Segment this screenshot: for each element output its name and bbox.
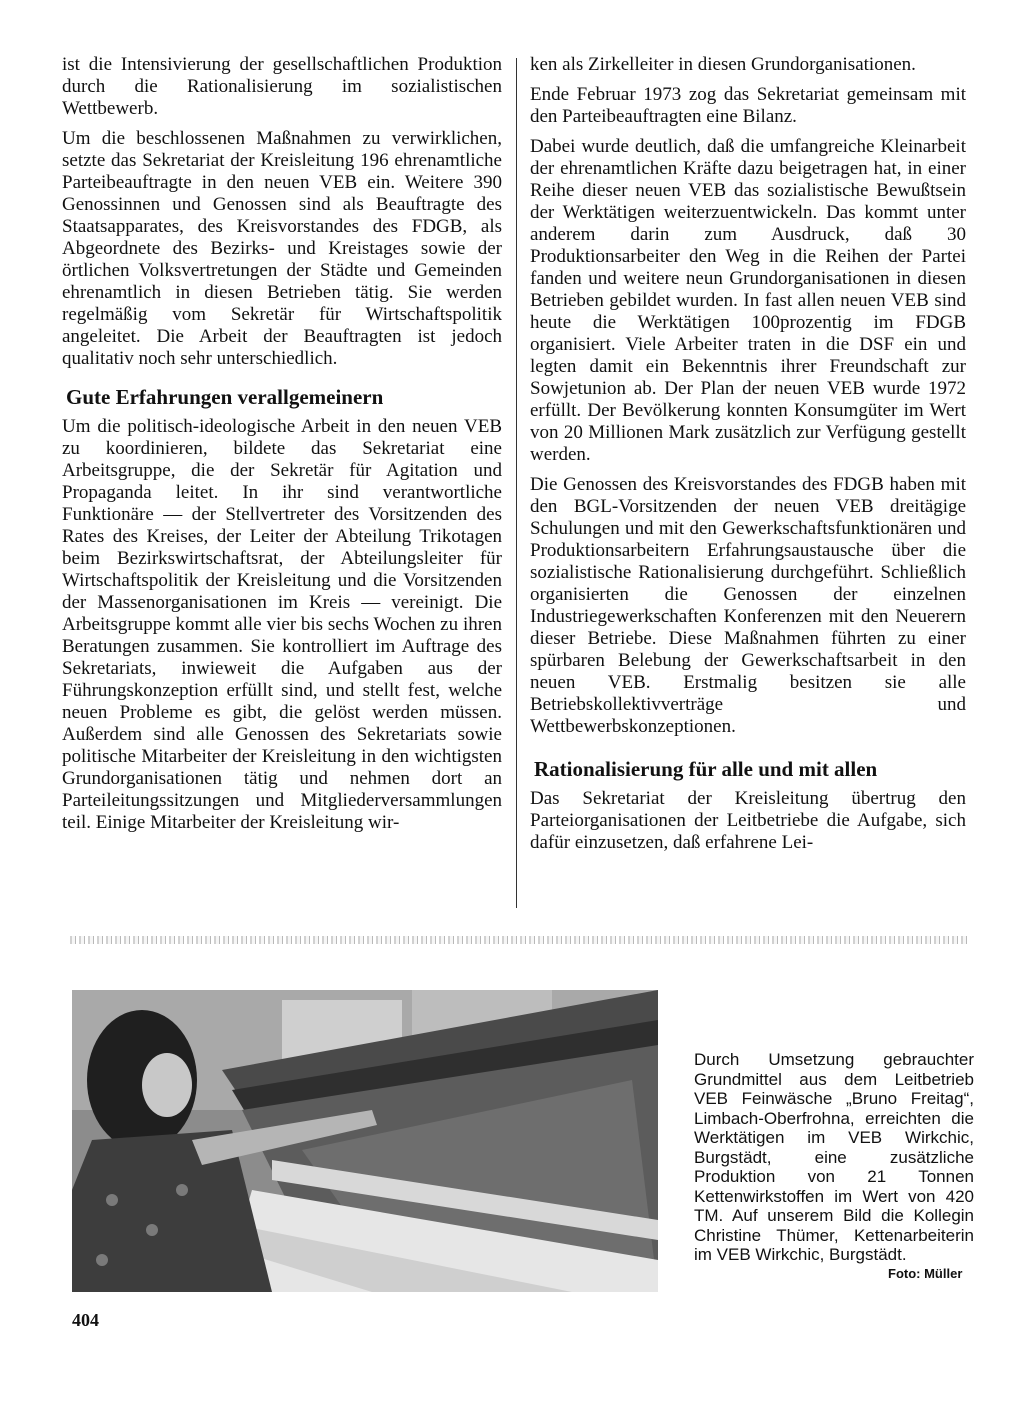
photo <box>72 990 658 1292</box>
photo-caption: Durch Umsetzung gebrauchter Grundmittel aus dem Leitbetrieb VEB Feinwäsche „Bruno Freitag“, Limbach-Oberfrohna, erreichten die Werktätigen im VEB Wirkchic, Burgstädt, eine zusätzliche Produktion von 21 Tonnen Kettenwirkstoffen im Wert von 420 TM. Auf unserem Bild die Kollegin Christine Thümer, Kettenarbeiterin im VEB Wirkchic, Burgstädt. <box>694 1050 974 1264</box>
photo-illustration <box>72 990 658 1292</box>
decorative-divider <box>70 936 968 944</box>
column-divider <box>516 58 517 908</box>
paragraph: Das Sekretariat der Kreisleitung übertrug den Parteiorganisationen der Leitbetriebe die Aufgabe, sich dafür einzusetzen, daß erfahrene Lei- <box>530 788 966 853</box>
paragraph: Ende Februar 1973 zog das Sekretariat gemeinsam mit den Parteibeauftragten eine Bilanz. <box>530 84 966 127</box>
page-number: 404 <box>72 1310 99 1330</box>
paragraph: Um die politisch-ideologische Arbeit in den neuen VEB zu koordinieren, bildete das Sekretariat eine Arbeitsgruppe, die der Sekretär für Agitation und Propaganda leitet. In ihr sind verantwortliche Funktionäre — der Stellvertreter des Vorsitzenden des Rates des Kreises, der Leiter der Abteilung Trikotagen beim Bezirkswirtschaftsrat, der Abteilungsleiter für Wirtschaftspolitik der Kreisleitung und die Vorsitzenden der Massenorganisationen im Kreis — vereinigt. Die Arbeitsgruppe kommt alle vier bis sechs Wochen zu ihren Beratungen zusammen. Sie kontrolliert im Auftrage des Sekretariats, inwieweit die Aufgaben aus der Führungskonzeption erfüllt sind, und stellt fest, welche neuen Probleme es gibt, die gelöst werden müssen. Außerdem sind alle Genossen des Sekretariats sowie politische Mitarbeiter der Kreisleitung in den wichtigsten Grundorganisationen tätig und nehmen dort an Parteileitungssitzungen und Mitgliederversammlungen teil. Einige Mitarbeiter der Kreisleitung wir- <box>62 416 502 833</box>
paragraph: ist die Intensivierung der gesellschaftlichen Produktion durch die Rationalisierung im sozialistischen Wettbewerb. <box>62 54 502 119</box>
paragraph: Um die beschlossenen Maßnahmen zu verwirklichen, setzte das Sekretariat der Kreisleitung 196 ehrenamtliche Parteibeauftragte in den neuen VEB ein. Weitere 390 Genossinnen und Genossen sind als Beauftragte des Staatsapparates, des Kreisvorstandes des FDGB, als Abgeordnete des Bezirks- und Kreistages sowie der örtlichen Volksvertretungen der Städte und Gemeinden ehrenamtlich in diesen Betrieben tätig. Sie werden regelmäßig vom Sekretär für Wirtschaftspolitik angeleitet. Die Arbeit der Beauftragten ist jedoch qualitativ noch sehr unterschiedlich. <box>62 128 502 369</box>
section-heading: Rationalisierung für alle und mit allen <box>534 757 878 781</box>
paragraph: Die Genossen des Kreisvorstandes des FDGB haben mit den BGL-Vorsitzenden der neuen VEB dreitägige Schulungen und mit den Gewerkschaftsfunktionären und Produktionsarbeitern Erfahrungsaustausche über die sozialistische Rationalisierung durchgeführt. Schließlich organisierten die Genossen der einzelnen Industriegewerkschaften Konferenzen mit den Neuerern dieser Betriebe. Diese Maßnahmen führten zu einer spürbaren Belebung der Gewerkschaftsarbeit in den neuen VEB. Erstmalig besitzen sie alle Betriebskollektivverträge und Wettbewerbskonzeptionen. <box>530 474 966 737</box>
right-column <box>530 54 966 862</box>
section-heading: Gute Erfahrungen verallgemeinern <box>66 385 384 409</box>
paragraph: ken als Zirkelleiter in diesen Grundorganisationen. <box>530 54 916 75</box>
photo-credit: Foto: Müller <box>888 1266 963 1281</box>
paragraph: Dabei wurde deutlich, daß die umfangreiche Kleinarbeit der ehrenamtlichen Kräfte dazu beigetragen hat, in einer Reihe dieser neuen VEB das sozialistische Bewußtsein der Werktätigen weiterzuentwickeln. Das kommt unter anderem darin zum Ausdruck, daß 30 Produktionsarbeiter den Weg in die Reihen der Partei fanden und weitere neun Grundorganisationen in diesen Betrieben gebildet wurden. In fast allen neuen VEB sind heute die Werktätigen 100prozentig im FDGB organisiert. Viele Arbeiter traten in die DSF ein und legten damit ein Bekenntnis ihrer Freundschaft zur Sowjetunion ab. Der Plan der neuen VEB wurde 1972 erfüllt. Der Bevölkerung konnten Konsumgüter im Wert von 20 Millionen Mark zusätzlich zur Verfügung gestellt werden. <box>530 136 966 465</box>
left-column <box>62 54 502 842</box>
